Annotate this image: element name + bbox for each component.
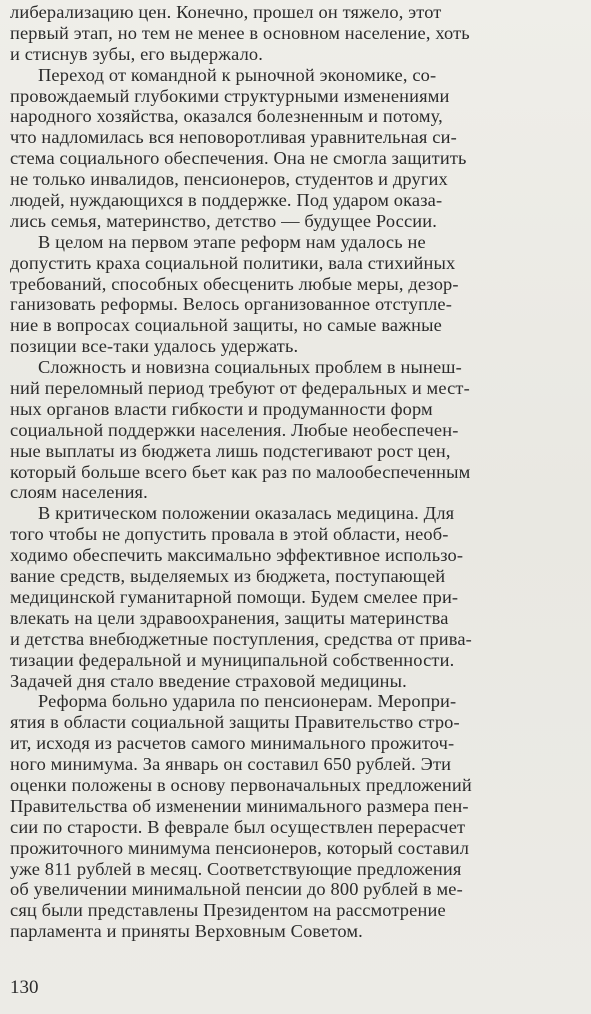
text-line: либерализацию цен. Конечно, прошел он тяжело, этот <box>10 2 442 22</box>
text-line: ного минимума. За январь он составил 650 рублей. Эти <box>10 754 452 775</box>
text-line: вание средств, выделяемых из бюджета, поступающей <box>10 566 446 587</box>
text-line: ные выплаты из бюджета лишь подстегивают рост цен, <box>10 440 451 461</box>
text-line: В целом на первом этапе реформ нам удалось не <box>38 231 426 252</box>
text-line: Сложность и новизна социальных проблем в нынеш- <box>38 357 462 378</box>
text-line: ходимо обеспечить максимально эффективное использо- <box>10 545 464 566</box>
body-text <box>10 2 578 942</box>
text-line: народного хозяйства, оказался болезненным и потому, <box>10 106 443 127</box>
text-line: и стиснув зубы, его выдержало. <box>10 43 263 64</box>
page-number: 130 <box>10 977 39 998</box>
text-line: влекать на цели здравоохранения, защиты материнства <box>10 607 449 628</box>
text-line: ятия в области социальной защиты Правительство стро- <box>10 712 460 733</box>
text-line: слоям населения. <box>10 482 148 503</box>
text-line: ний переломный период требуют от федеральных и мест- <box>10 378 470 399</box>
text-line: и детства внебюджетные поступления, средства от прива- <box>10 628 472 649</box>
text-line: позиции все-таки удалось удержать. <box>10 336 299 357</box>
text-line: Реформа больно ударила по пенсионерам. Меропри- <box>38 691 457 712</box>
text-line: который больше всего бьет как раз по малообеспеченным <box>10 461 471 482</box>
text-line: тизации федеральной и муниципальной собственности. <box>10 649 455 670</box>
text-line: людей, нуждающихся в поддержке. Под ударом оказа- <box>10 190 443 211</box>
text-line: Задачей дня стало введение страховой медицины. <box>10 670 407 691</box>
text-line: медицинской гуманитарной помощи. Будем смелее при- <box>10 586 459 607</box>
text-line: ние в вопросах социальной защиты, но самые важные <box>10 315 442 336</box>
text-line: требований, способных обесценить любые меры, дезор- <box>10 273 459 294</box>
text-line: ит, исходя из расчетов самого минимального прожиточ- <box>10 733 455 754</box>
text-line: допустить краха социальной политики, вала стихийных <box>10 252 456 273</box>
text-line: об увеличении минимальной пенсии до 800 рублей в ме- <box>10 879 463 900</box>
text-line: сии по старости. В феврале был осуществлен перерасчет <box>10 816 466 837</box>
text-line: провождаемый глубокими структурными изменениями <box>10 85 450 106</box>
text-line: ных органов власти гибкости и продуманности форм <box>10 398 433 419</box>
text-line: прожиточного минимума пенсионеров, который составил <box>10 837 470 858</box>
text-line: что надломилась вся неповоротливая уравнительная си- <box>10 127 457 148</box>
text-line: первый этап, но тем не менее в основном население, хоть <box>10 22 470 43</box>
text-line: уже 811 рублей в месяц. Соответствующие предложения <box>10 858 462 879</box>
text-line: Правительства об изменении минимального размера пен- <box>10 795 469 816</box>
text-line: лись семья, материнство, детство — будущее России. <box>10 210 437 231</box>
text-line: социальной поддержки населения. Любые необеспечен- <box>10 419 459 440</box>
text-line: сяц были представлены Президентом на рассмотрение <box>10 900 446 921</box>
text-line: ганизовать реформы. Велось организованное отступле- <box>10 294 453 315</box>
text-line: Переход от командной к рыночной экономике, со- <box>38 64 437 85</box>
text-line: оценки положены в основу первоначальных предложений <box>10 774 472 795</box>
text-line: того чтобы не допустить провала в этой области, необ- <box>10 524 449 545</box>
text-line: парламента и приняты Верховным Советом. <box>10 921 363 942</box>
text-line: не только инвалидов, пенсионеров, студентов и других <box>10 169 448 190</box>
text-line: стема социального обеспечения. Она не смогла защитить <box>10 148 467 169</box>
text-line: В критическом положении оказалась медицина. Для <box>38 503 455 524</box>
